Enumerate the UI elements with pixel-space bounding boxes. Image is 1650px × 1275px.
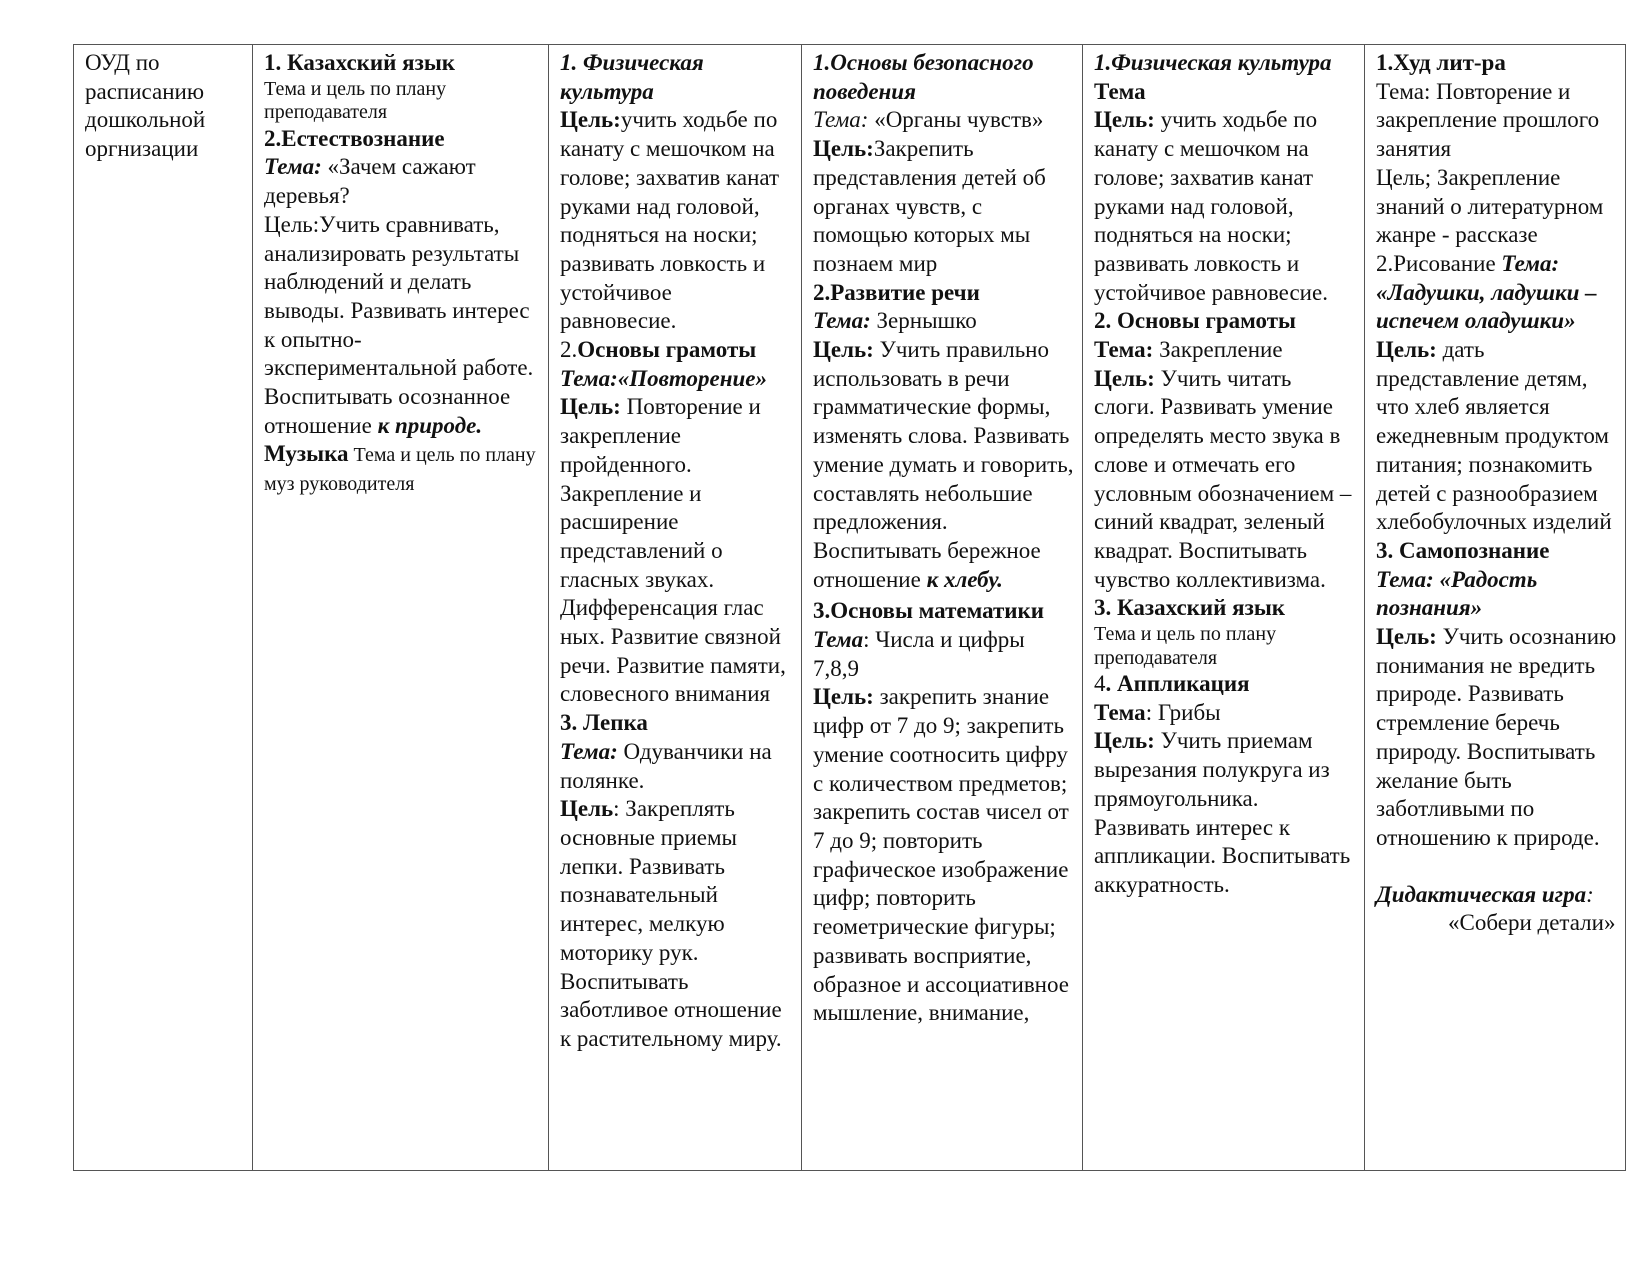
lesson-title-safety: 1.Основы безопасного поведения — [813, 50, 1034, 104]
goal-label: Цель: — [1094, 107, 1155, 133]
topic-label: Тема: — [813, 308, 871, 334]
day-cell-4 — [1083, 45, 1365, 1171]
game-colon: : — [1586, 881, 1594, 907]
topic-text: Зернышко — [870, 308, 977, 334]
goal-text: Учить приемам вырезания полукруга из прямоугольника. Развивать интерес к аппликации. Воспитывать аккуратность. — [1094, 728, 1351, 897]
lesson-topic-literature: Тема: Повторение и закрепление прошлого занятия — [1376, 78, 1600, 162]
goal-text: Закрепить представления детей об органах чувств, с помощью которых мы познаем мир — [813, 136, 1046, 276]
lesson-title-kazakh: 1. Казахский язык — [264, 50, 456, 75]
lesson-title-kazakh: 3. Казахский язык — [1094, 595, 1286, 621]
topic-text: : Числа и цифры 7,8,9 — [813, 627, 1025, 681]
lesson-title-pe — [1094, 49, 1356, 106]
goal-label: Цель: — [1376, 624, 1437, 650]
lesson-title: 1.Физическая культура — [1094, 50, 1332, 75]
lesson-number: 4 — [1094, 671, 1106, 697]
lesson-title-literature: 1.Худ лит-ра — [1376, 50, 1506, 75]
lesson-goal-drawing — [1376, 336, 1617, 537]
goal-text: учить ходьбе по канату с мешочком на голове; захватив канат руками над головой, подняться на носки; развивать ловкость и устойчивое равновесие. — [560, 107, 780, 334]
topic-label: Тема: — [560, 738, 618, 764]
lesson-goal-literacy — [1094, 365, 1356, 595]
lesson-number: 2. — [560, 337, 578, 363]
lesson-topic-drawing: Тема: «Ладушки, ладушки – испечем оладушки» — [1376, 250, 1597, 334]
topic-text: «Зачем сажают деревья? — [264, 154, 476, 209]
lesson-title: Основы грамоты — [577, 337, 757, 363]
lesson-goal-literacy — [560, 393, 793, 709]
lesson-goal-speech — [813, 336, 1074, 594]
goal-label: Цель: — [813, 337, 874, 363]
lesson-title-speech: 2.Развитие речи — [813, 279, 980, 305]
schedule-label: ОУД по расписанию дошкольной оргнизации — [85, 50, 206, 162]
lesson-goal-applique — [1094, 727, 1356, 899]
game-text: «Собери детали» — [1448, 910, 1616, 936]
topic-label: Тема: — [1094, 337, 1154, 363]
lesson-topic-safety — [813, 106, 1074, 135]
lesson-title-drawing: 2.Рисование — [1376, 250, 1502, 276]
lesson-goal-literature: Цель; Закрепление знаний о литературном жанре - рассказе — [1376, 164, 1604, 248]
lesson-topic-math — [813, 626, 1074, 683]
schedule-label-cell — [74, 45, 253, 1171]
lesson-title-literacy — [560, 336, 793, 365]
game-label: Дидактическая игра — [1376, 881, 1587, 907]
day-cell-5 — [1365, 45, 1626, 1171]
lesson-title-modeling: 3. Лепка — [560, 710, 648, 736]
lesson-goal-self-knowledge — [1376, 623, 1617, 853]
goal-label: Цель: — [560, 107, 621, 133]
goal-text: Учить осознанию понимания не вредить природе. Развивать стремление беречь природу. Воспитывать желание быть заботливыми по отношению к природе. — [1376, 624, 1617, 850]
lesson-drawing — [1376, 250, 1617, 336]
weekly-plan-table — [73, 44, 1626, 1171]
lesson-title-pe: 1. Физическая культура — [560, 50, 704, 104]
goal-label: Цель: — [1376, 337, 1437, 363]
lesson-title: . Аппликация — [1105, 671, 1250, 697]
lesson-goal-pe — [560, 106, 793, 336]
lesson-text-music: Тема и цель по плану муз руководителя — [264, 444, 536, 496]
lesson-title-tail: Тема — [1094, 78, 1146, 104]
didactic-game — [1376, 881, 1617, 938]
lesson-goal-pe — [1094, 106, 1356, 307]
goal-label: Цель — [560, 796, 614, 822]
lesson-goal-science — [264, 211, 540, 441]
day-cell-3 — [802, 45, 1083, 1171]
goal-text: дать представление детям, что хлеб является ежедневным продуктом питания; познакомить детей с разнообразием хлебобулочных изделий — [1376, 337, 1612, 535]
goal-text: Цель:Учить сравнивать, анализировать результаты наблюдений и делать выводы. Развивать интерес к опытно-экспериментальной работе. Воспитывать осознанное отношение — [264, 211, 534, 438]
lesson-topic-modeling — [560, 738, 793, 795]
goal-tail: к хлебу. — [926, 566, 1003, 592]
lesson-topic-applique — [1094, 699, 1356, 728]
topic-label: Тема — [1094, 699, 1146, 725]
lesson-topic-science — [264, 153, 540, 210]
lesson-topic-self-knowledge: Тема: «Радость познания» — [1376, 566, 1538, 621]
topic-label: Тема: — [264, 154, 322, 180]
lesson-goal-safety — [813, 135, 1074, 279]
lesson-title-self-knowledge: 3. Самопознание — [1376, 537, 1550, 563]
topic-text: Одуванчики на полянке. — [560, 738, 772, 793]
day-cell-2 — [549, 45, 802, 1171]
goal-text: закрепить знание цифр от 7 до 9; закрепить умение соотносить цифру с количеством предметов; закрепить состав чисел от 7 до 9; повторить графическое изображение цифр; повторить геометрические фигуры; развивать восприятие, образное и ассоциативное мышление, внимание, — [813, 684, 1069, 1026]
lesson-topic-literacy: Тема:«Повторение» — [560, 365, 767, 391]
topic-text: «Органы чувств» — [868, 107, 1044, 133]
topic-label: Тема — [813, 627, 864, 653]
lesson-topic-literacy — [1094, 336, 1356, 365]
topic-text: : Грибы — [1145, 699, 1221, 725]
lesson-title-literacy: 2. Основы грамоты — [1094, 308, 1296, 334]
goal-label: Цель: — [1094, 365, 1155, 391]
topic-label: Тема: — [813, 107, 869, 133]
goal-text: Учить правильно использовать в речи грамматические формы, изменять слова. Развивать умение думать и говорить, составлять небольшие предложения. Воспитывать бережное отношение — [813, 337, 1074, 592]
lesson-music — [264, 440, 540, 497]
lesson-text-kazakh: Тема и цель по плану преподавателя — [264, 77, 447, 124]
goal-label: Цель: — [813, 136, 874, 162]
goal-label: Цель: — [1094, 728, 1155, 754]
lesson-title-applique — [1094, 670, 1356, 699]
lesson-topic-speech — [813, 307, 1074, 336]
lesson-title-science: 2.Естествознание — [264, 125, 445, 151]
day-cell-1 — [253, 45, 549, 1171]
goal-text: учить ходьбе по канату с мешочком на голове; захватив канат руками над головой, подняться на носки; развивать ловкость и устойчивое равновесие. — [1094, 107, 1328, 305]
topic-text: Закрепление — [1153, 337, 1283, 363]
lesson-text-kazakh: Тема и цель по плану преподавателя — [1094, 623, 1277, 669]
table-row — [74, 45, 1626, 1171]
goal-text: Повторение и закрепление пройденного. Закрепление и расширение представлений о гласных звуках. Дифференсация глас ных. Развитие связной речи. Развитие памяти, словесного внимания — [560, 394, 786, 707]
lesson-goal-math — [813, 683, 1074, 1027]
goal-text: Учить читать слоги. Развивать умение определять место звука в слове и отмечать его условным обозначением – синий квадрат, зеленый квадрат. Воспитывать чувство коллективизма. — [1094, 365, 1352, 592]
lesson-goal-modeling — [560, 795, 793, 1053]
goal-tail: к природе. — [377, 412, 483, 438]
spacer — [1376, 853, 1617, 881]
goal-label: Цель: — [813, 684, 874, 710]
goal-text: : Закреплять основные приемы лепки. Развивать познавательный интерес, мелкую моторику рук. Воспитывать заботливое отношение к растительному миру. — [560, 796, 782, 1051]
lesson-title-math: 3.Основы математики — [813, 598, 1045, 624]
goal-label: Цель: — [560, 394, 621, 420]
lesson-title-music: Музыка — [264, 441, 349, 467]
